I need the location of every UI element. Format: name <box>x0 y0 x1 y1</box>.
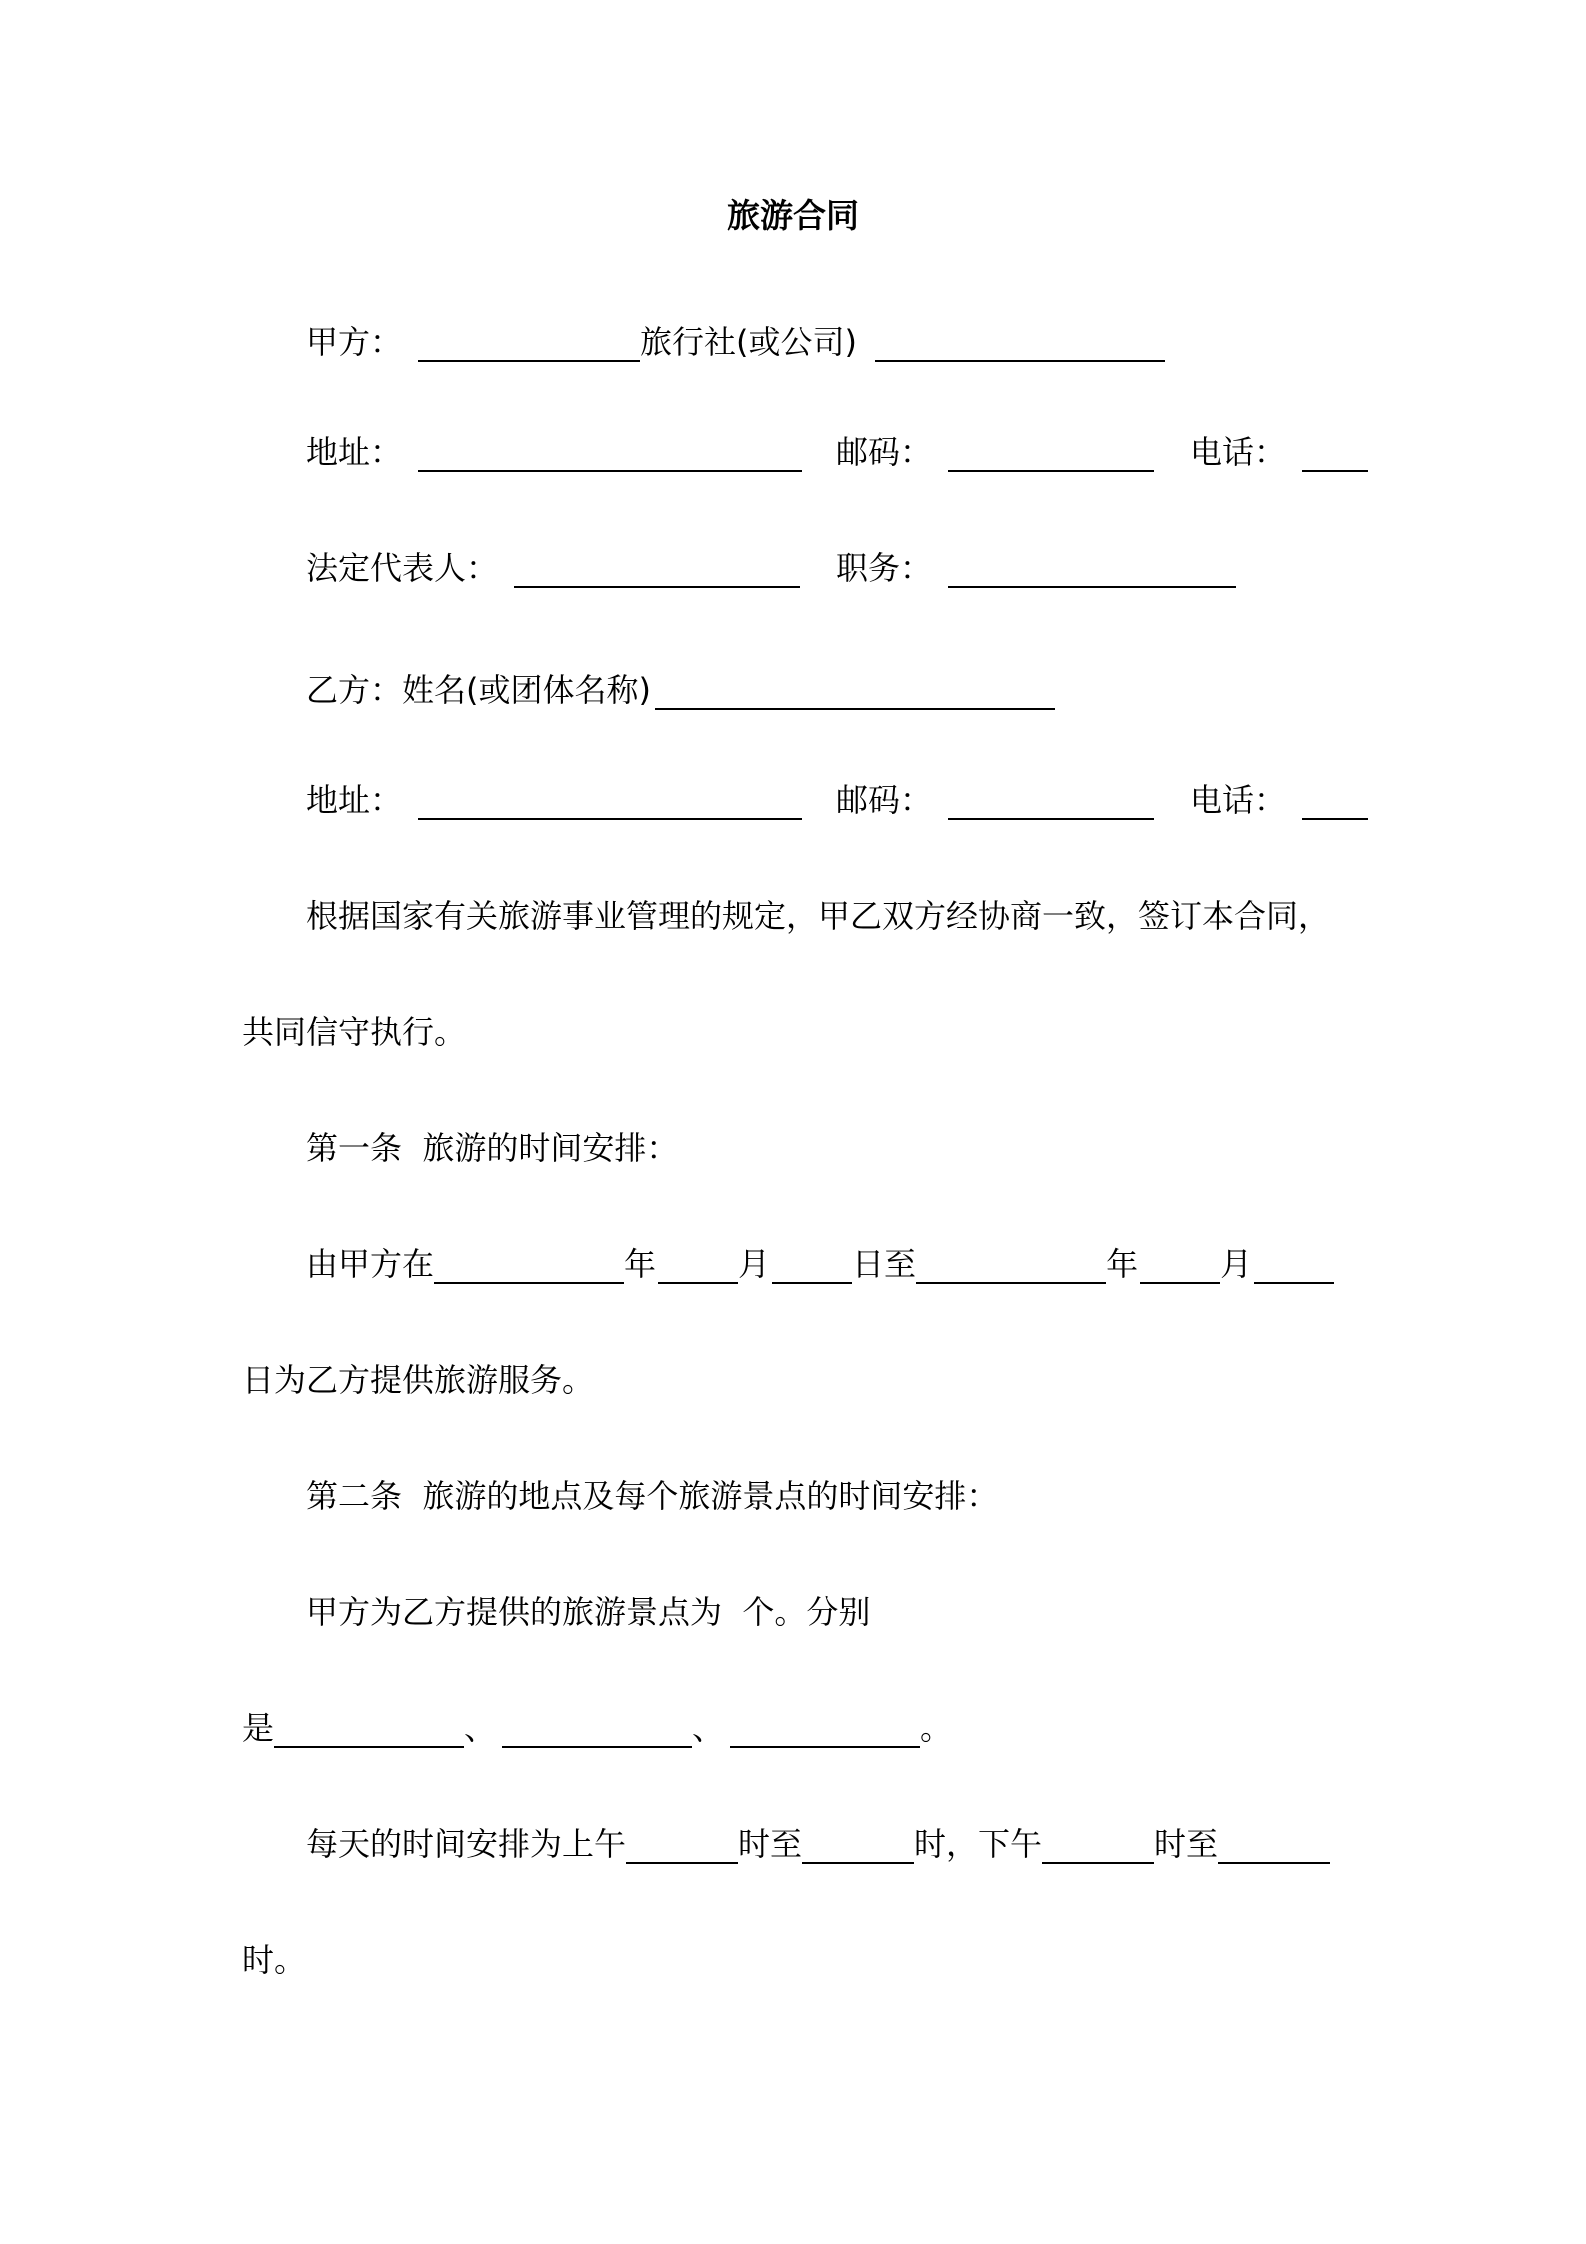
legal-rep-label: 法定代表人： <box>306 549 499 587</box>
article-1-dates-line <box>306 1238 1334 1286</box>
schedule-start-text: 每天的时间安排为上午 <box>306 1825 627 1863</box>
position-label: 职务： <box>836 549 933 587</box>
party-a-label: 甲方： <box>306 323 403 361</box>
end-year-label: 年 <box>1106 1245 1139 1283</box>
article-2-spots-line <box>306 1586 870 1634</box>
party-b-address-blank[interactable] <box>418 778 802 820</box>
party-a-line <box>306 316 1165 364</box>
list-separator-1: 、 <box>464 1709 497 1747</box>
article-1-heading <box>306 1122 678 1170</box>
party-b-line <box>306 664 1055 712</box>
article-2-list-line <box>242 1702 952 1750</box>
list-separator-2: 、 <box>692 1709 725 1747</box>
article-2-spots-text: 甲方为乙方提供的旅游景点为 个。分别 <box>306 1593 871 1631</box>
end-year-blank[interactable] <box>916 1242 1106 1284</box>
list-start-label: 是 <box>242 1709 275 1747</box>
party-b-postcode-label: 邮码： <box>836 781 933 819</box>
party-a-phone-field <box>1190 426 1368 474</box>
list-end-mark: 。 <box>920 1709 953 1747</box>
pm-start-blank[interactable] <box>1042 1822 1154 1864</box>
party-b-name-blank[interactable] <box>655 668 1055 710</box>
article-1-line-2 <box>242 1354 594 1402</box>
preamble-line-1 <box>306 890 1330 938</box>
am-to-label: 时至 <box>738 1825 803 1863</box>
party-a-agency-suffix: 旅行社(或公司) <box>640 323 857 361</box>
party-a-postcode-blank[interactable] <box>948 430 1154 472</box>
preamble-text-1: 根据国家有关旅游事业管理的规定，甲乙双方经协商一致，签订本合同， <box>306 897 1331 935</box>
article-2-heading-text: 第二条 旅游的地点及每个旅游景点的时间安排： <box>306 1477 999 1515</box>
party-b-phone-label: 电话： <box>1190 781 1287 819</box>
party-a-name-blank[interactable] <box>418 320 640 362</box>
legal-rep-blank[interactable] <box>514 546 800 588</box>
party-a-address-field <box>306 426 802 474</box>
party-a-address-label: 地址： <box>306 433 403 471</box>
article-2-schedule-end <box>242 1934 306 1982</box>
party-b-phone-field <box>1190 774 1368 822</box>
pm-end-blank[interactable] <box>1218 1822 1330 1864</box>
party-b-label: 乙方：姓名(或团体名称) <box>306 671 651 709</box>
party-a-address-blank[interactable] <box>418 430 802 472</box>
document-title: 旅游合同 <box>727 196 859 235</box>
start-year-label: 年 <box>624 1245 657 1283</box>
article-1-line-2-text: 日为乙方提供旅游服务。 <box>242 1361 595 1399</box>
pm-to-label: 时至 <box>1154 1825 1219 1863</box>
party-b-phone-blank[interactable] <box>1302 778 1368 820</box>
party-a-postcode-field <box>836 426 1154 474</box>
spot-1-blank[interactable] <box>274 1706 464 1748</box>
am-start-blank[interactable] <box>626 1822 738 1864</box>
end-month-label: 月 <box>1220 1245 1253 1283</box>
article-2-schedule-line <box>306 1818 1330 1866</box>
party-a-extra-blank[interactable] <box>875 320 1165 362</box>
start-month-label: 月 <box>738 1245 771 1283</box>
party-b-postcode-blank[interactable] <box>948 778 1154 820</box>
preamble-text-2: 共同信守执行。 <box>242 1013 467 1051</box>
am-end-blank[interactable] <box>802 1822 914 1864</box>
end-month-blank[interactable] <box>1140 1242 1220 1284</box>
spot-3-blank[interactable] <box>730 1706 920 1748</box>
party-a-phone-blank[interactable] <box>1302 430 1368 472</box>
start-month-blank[interactable] <box>658 1242 738 1284</box>
party-b-address-label: 地址： <box>306 781 403 819</box>
article-2-heading <box>306 1470 998 1518</box>
end-day-blank[interactable] <box>1254 1242 1334 1284</box>
schedule-end-text: 时。 <box>242 1941 307 1979</box>
party-b-postcode-field <box>836 774 1154 822</box>
day-to-label: 日至 <box>852 1245 917 1283</box>
position-blank[interactable] <box>948 546 1236 588</box>
position-field <box>836 542 1236 590</box>
party-a-phone-label: 电话： <box>1190 433 1287 471</box>
article-1-start-text: 由甲方在 <box>306 1245 435 1283</box>
party-b-address-field <box>306 774 802 822</box>
start-day-blank[interactable] <box>772 1242 852 1284</box>
legal-rep-field <box>306 542 800 590</box>
article-1-heading-text: 第一条 旅游的时间安排： <box>306 1129 679 1167</box>
party-a-postcode-label: 邮码： <box>836 433 933 471</box>
spot-2-blank[interactable] <box>502 1706 692 1748</box>
pm-label: 时，下午 <box>914 1825 1043 1863</box>
start-year-blank[interactable] <box>434 1242 624 1284</box>
preamble-line-2 <box>242 1006 466 1054</box>
